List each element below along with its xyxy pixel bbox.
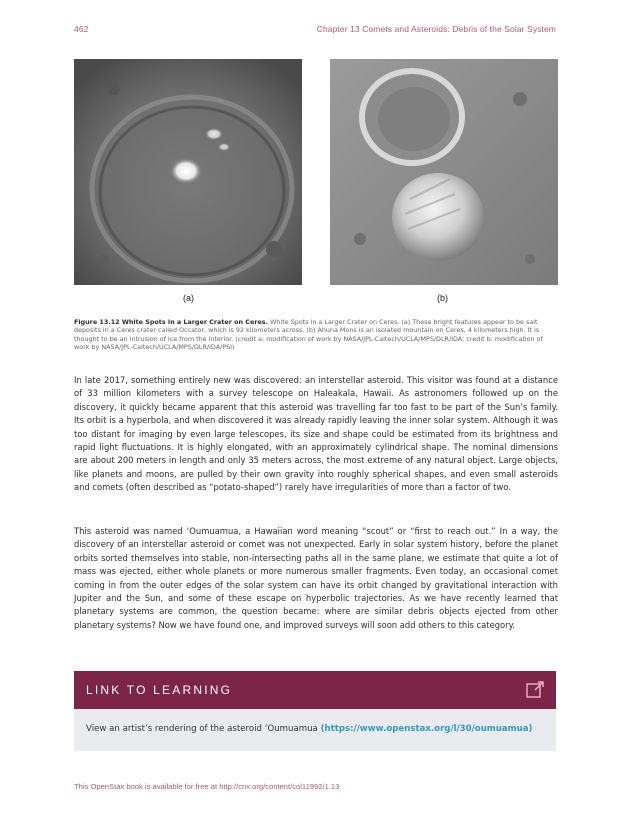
body-paragraph-2: This asteroid was named ‘Oumuamua, a Hawaiian word meaning “scout” or “first to reach out.” In a way, the discovery of an interstellar asteroid or comet was not unexpected. Early in solar system history, before the planet orbits sorted themselves into stable, non-intersecting paths all in the same plane, we estimate that quite a lot of mass was ejected, either whole planets or more numerous smaller fragments. Even today, an occasional comet coming in from the outer edges of the solar system can have its orbit changed by gravitational interaction with Jupiter and the Sun, and some of these escape on hyperbolic trajectories. As we have recently learned that planetary systems are common, the question became: where are similar debris objects ejected from other planetary systems? Now we have found one, and improved surveys will soon add others to this category.: [74, 526, 558, 630]
figure-image-occator-crater: [74, 59, 302, 285]
link-to-learning-body: [74, 709, 556, 751]
oumuamua-link[interactable]: (https://www.openstax.org/l/30/oumuamua): [320, 724, 533, 734]
external-link-icon: [526, 681, 544, 699]
figure-label-a: (a): [183, 293, 194, 303]
figure-label-b: (b): [437, 293, 448, 303]
figure-caption: [74, 318, 558, 351]
body-paragraph-1: In late 2017, something entirely new was discovered: an interstellar asteroid. This visitor was found at a distance of 33 million kilometers with a survey telescope on Haleakala, Hawaii. As astronomers followed up on the discovery, it quickly became apparent that this asteroid was travelling far too fast to be part of the Sun’s family. Its orbit is a hyperbola, and when discovered it was already rapidly leaving the inner solar system. Although it was too distant for imaging by even large telescopes, its size and shape could be estimated from its brightness and rapid light fluctuations. It is highly elongated, with an approximately cylindrical shape. The nominal dimensions are about 200 meters in length and only 35 meters across, the most extreme of any natural object. Large objects, like planets and moons, are pulled by their own gravity into roughly spherical shapes, and even small asteroids and comets (often described as “potato-shaped”) rarely have irregularities of more than a factor of two.: [74, 375, 558, 493]
link-to-learning-box: [74, 671, 556, 751]
link-to-learning-header: [74, 671, 556, 709]
footer-text: This OpenStax book is available for free at http://cnx.org/content/col11992/1.13: [74, 782, 340, 791]
figure-caption-text: White Spots in a Larger Crater on Ceres. (a) These bright features appear to be salt deposits in a Ceres crater called Occator, which is 92 kilometers across. (b) Ahuna Mons is an isolated mountain on Ceres, 4 kilometers high. It is thought to be an intrusion of ice from the interior. (credit a: modification of work by NASA/JPL-Caltech/UCLA/MPS/DLR/IDA; credit b: modification of work by NASA/JPL-Caltech/UCLA/MPS/DLR/IDA/PSI): [74, 318, 543, 351]
figure-title: Figure 13.12 White Spots in a Larger Crater on Ceres.: [74, 318, 269, 326]
page-number: 462: [74, 24, 89, 34]
figure-image-ahuna-mons: [330, 59, 558, 285]
link-to-learning-title: LINK TO LEARNING: [86, 683, 233, 697]
chapter-title: Chapter 13 Comets and Asteroids: Debris of the Solar System: [316, 24, 556, 34]
link-to-learning-text: View an artist’s rendering of the asteroid ‘Oumuamua (https://www.openstax.org/l/30/oumuamua): [86, 724, 533, 734]
